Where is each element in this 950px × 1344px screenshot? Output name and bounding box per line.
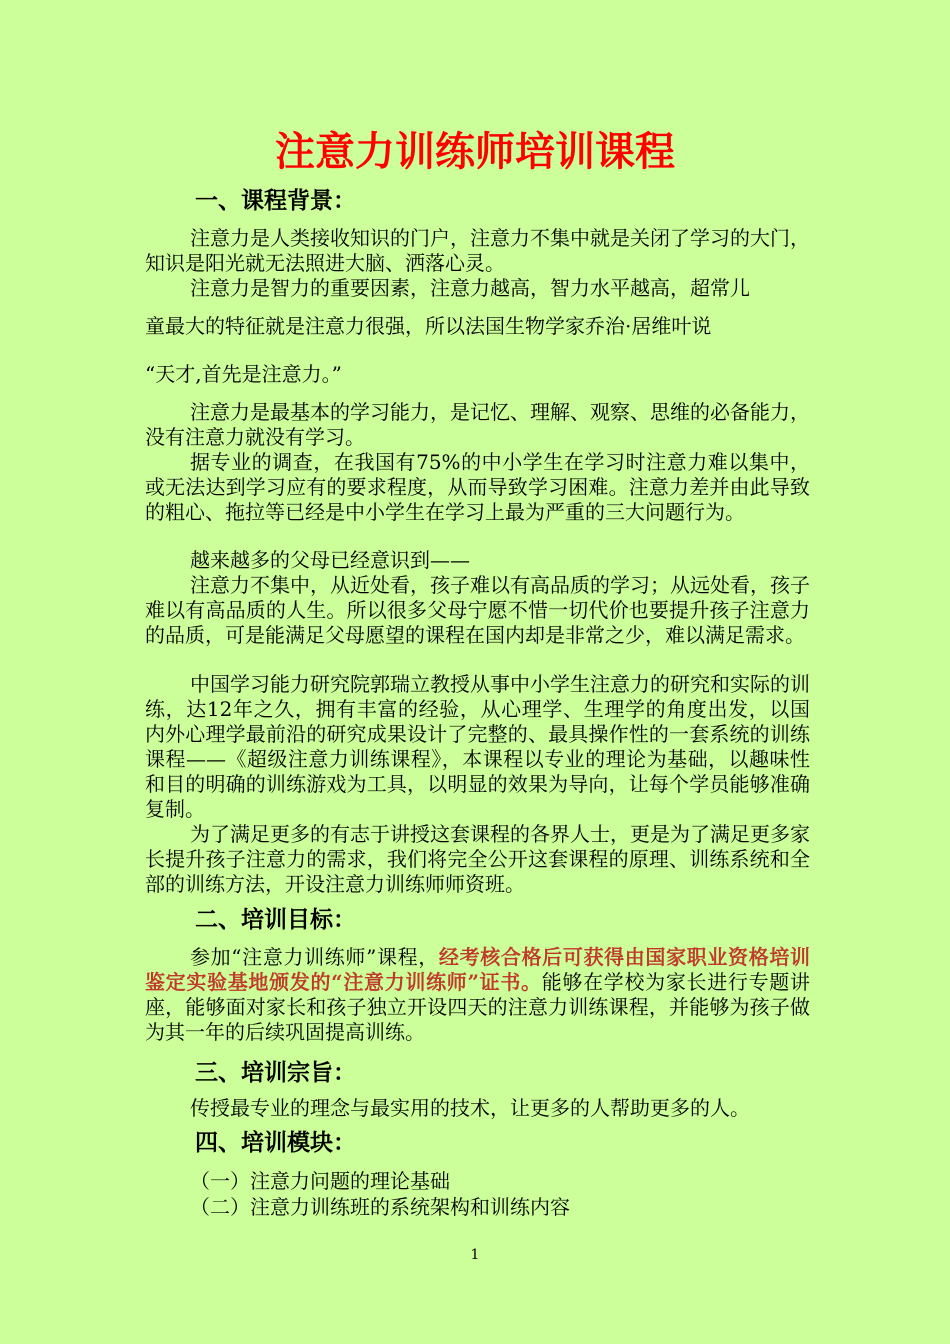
paragraph: 中国学习能力研究院郭瑞立教授从事中小学生注意力的研究和实际的训练，达12年之久，拥有丰富的经验，从心理学、生理学的角度出发，以国内外心理学最前沿的研究成果设计了完整的、最具操作性的一套系统的训练课程——《超级注意力训练课程》，本课程以专业的理论为基础，以趣味性和目的明确的训练游戏为工具，以明显的效果为导向，让每个学员能够准确复制。 xyxy=(145,672,810,821)
paragraph: 注意力是智力的重要因素，注意力越高，智力水平越高，超常儿 xyxy=(190,276,750,300)
page-number: 1 xyxy=(470,1247,480,1263)
goals-text-intro: 参加“注意力训练师”课程， xyxy=(190,945,439,969)
paragraph: 注意力是最基本的学习能力，是记忆、理解、观察、思维的必备能力，没有注意力就没有学习。 xyxy=(145,400,810,449)
paragraph: 注意力不集中，从近处看，孩子难以有高品质的学习；从远处看，孩子难以有高品质的人生。所以很多父母宁愿不惜一切代价也要提升孩子注意力的品质，可是能满足父母愿望的课程在国内却是非常之少，难以满足需求。 xyxy=(145,573,810,647)
certificate-highlight: 经考核合格后可获得由国家职业资格培训鉴定实验基地颁发的“注意力训练师”证书。 xyxy=(145,945,810,994)
paragraph: 越来越多的父母已经意识到—— xyxy=(190,548,470,572)
paragraph-goals xyxy=(145,945,810,1045)
paragraph: 童最大的特征就是注意力很强，所以法国生物学家乔治·居维叶说 xyxy=(145,314,712,338)
paragraph: 为了满足更多的有志于讲授这套课程的各界人士，更是为了满足更多家长提升孩子注意力的需求，我们将完全公开这套课程的原理、训练系统和全部的训练方法，开设注意力训练师师资班。 xyxy=(145,822,810,896)
paragraph: 据专业的调查，在我国有75%的中小学生在学习时注意力难以集中，或无法达到学习应有的要求程度，从而导致学习困难。注意力差并由此导致的粗心、拖拉等已经是中小学生在学习上最为严重的三大问题行为。 xyxy=(145,450,810,524)
section-heading-goals: 二、培训目标： xyxy=(195,907,356,933)
paragraph: 注意力是人类接收知识的门户，注意力不集中就是关闭了学习的大门，知识是阳光就无法照进大脑、洒落心灵。 xyxy=(145,226,810,275)
document-title: 注意力训练师培训课程 xyxy=(275,129,675,175)
section-heading-modules: 四、培训模块： xyxy=(195,1130,356,1156)
paragraph: “天才,首先是注意力。” xyxy=(145,362,342,386)
paragraph: 传授最专业的理念与最实用的技术，让更多的人帮助更多的人。 xyxy=(190,1096,750,1120)
module-item: （二）注意力训练班的系统架构和训练内容 xyxy=(190,1195,570,1219)
module-item: （一）注意力问题的理论基础 xyxy=(190,1169,450,1193)
section-heading-purpose: 三、培训宗旨： xyxy=(195,1060,356,1086)
section-heading-background: 一、课程背景： xyxy=(195,188,356,214)
goals-text-rest: 能够在学校为家长进行专题讲座，能够面对家长和孩子独立开设四天的注意力训练课程，并能够为孩子做为其一年的后续巩固提高训练。 xyxy=(145,970,810,1044)
